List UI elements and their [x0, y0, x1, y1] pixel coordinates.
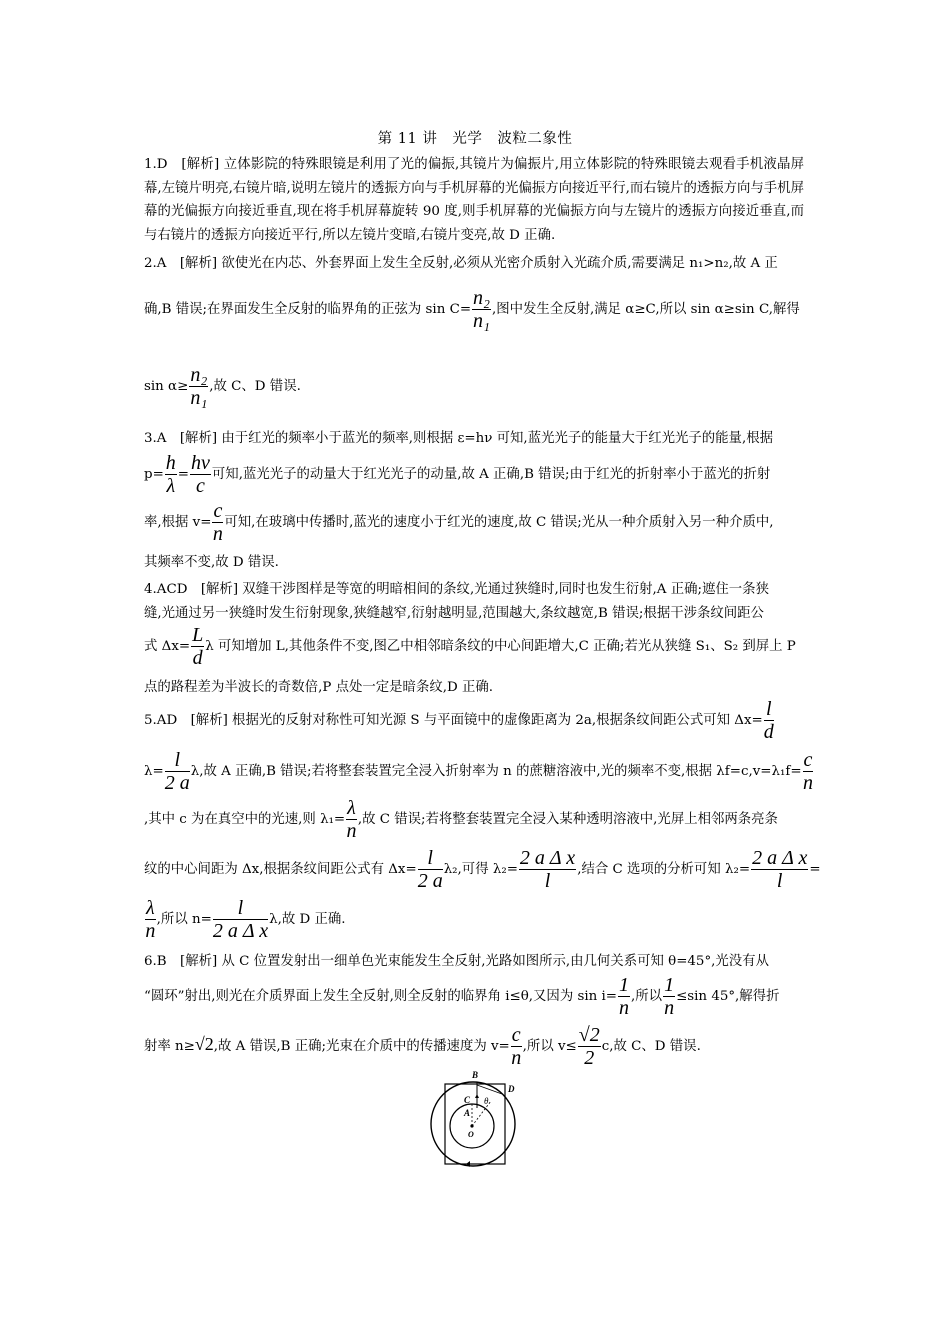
fraction-hv-c: $\frac{h\nu}{c}$ [191, 452, 210, 497]
label-B: B [472, 1070, 479, 1080]
optics-ring-diagram [428, 1068, 528, 1174]
answer-4-line-4: 点的路程差为半波长的奇数倍,P 点处一定是暗条纹,D 正确. [144, 680, 494, 695]
fraction-lambda-n: $\frac{\lambda}{n}$ [346, 797, 357, 842]
answer-5-line-3: ,其中 c 为在真空中的光速,则 λ₁= $\frac{\lambda}{n}$ ,故 C 错误;若将整套装置完全浸入某种透明溶液中,光屏上相邻两条亮条 [144, 797, 778, 842]
answer-2-line-2: 确,B 错误;在界面发生全反射的临界角的正弦为 sin C= $\frac{\text{n₂}}{\text{n₁}}$ ,图中发生全反射,满足 α≥C,所以 sin α≥sin C,解得 [144, 287, 800, 332]
fraction-n2-n1: $\frac{\text{n₂}}{\text{n₁}}$ [190, 364, 208, 409]
answer-3-line-1: 3.A [解析] 由于红光的频率小于蓝光的频率,则根据 ε=hν 可知,蓝光光子的能量大于红光光子的能量,根据 [144, 431, 773, 446]
answer-5-line-2: λ= $\frac{l}{2 a}$ λ,故 A 正确,B 错误;若将整套装置完全浸入折射率为 n 的蔗糖溶液中,光的频率不变,根据 λf=c,v=λ₁f= $\frac{c}{n}$ [144, 749, 813, 794]
fraction-c-n: $\frac{c}{n}$ [511, 1024, 522, 1069]
fraction-L-d: $\frac{L}{d}$ [192, 624, 204, 669]
answer-4-line-1: 4.ACD [解析] 双缝干涉图样是等宽的明暗相间的条纹,光通过狭缝时,同时也发生衍射,A 正确;遮住一条狭 [144, 582, 769, 597]
fraction-1-n: $\frac{1}{n}$ [619, 974, 630, 1019]
fraction-h-lambda: $\frac{h}{\lambda}$ [165, 452, 176, 497]
answer-2-line-3: sin α≥ $\frac{\text{n₂}}{\text{n₁}}$ ,故 C、D 错误. [144, 364, 301, 409]
answer-1: 1.D [解析] 立体影院的特殊眼镜是利用了光的偏振,其镜片为偏振片,用立体影院的特殊眼镜去观看手机液晶屏幕,左镜片明亮,右镜片暗,说明左镜片的透振方向与手机屏幕的光偏振方向接近平行,而右镜片的透振方向与手机屏幕的光偏振方向接近垂直,现在将手机屏幕旋转 90 度,则手机屏幕的光偏振方向与左镜片的透振方向接近垂直,而与右镜片的透振方向接近平行,所以左镜片变暗,右镜片变亮,故 D 正确. [144, 157, 804, 243]
fraction-n2-n1: $\frac{\text{n₂}}{\text{n₁}}$ [473, 287, 490, 332]
fraction-l-2a: $\frac{l}{2 a}$ [417, 847, 443, 892]
answer-4-line-2: 缝,光通过另一狭缝时发生衍射现象,狭缝越窄,衍射越明显,范围越大,条纹越宽,B 错误;根据干涉条纹间距公 [144, 606, 764, 621]
answer-3-line-4: 其频率不变,故 D 错误. [144, 555, 279, 570]
sqrt-two: √2 [194, 1034, 214, 1054]
fraction-lambda-n: $\frac{\lambda}{n}$ [145, 897, 156, 942]
answer-6-line-1: 6.B [解析] 从 C 位置发射出一细单色光束能发生全反射,光路如图所示,由几何关系可知 θ=45°,光没有从 [144, 954, 769, 969]
answer-5-line-4: 纹的中心间距为 Δx,根据条纹间距公式有 Δx= $\frac{l}{2 a}$ λ₂,可得 λ₂= $\frac{\text{2 a Δ x}}{l}$ ,结合 C 选项的分析可知 λ₂= $\frac{\text{2 a Δ x}}{l}$ = [144, 847, 821, 892]
fraction-l-2adx: $\frac{l}{\text{2 a Δ x}}$ [212, 897, 269, 942]
answer-5-line-1: 5.AD [解析] 根据光的反射对称性可知光源 S 与平面镜中的虚像距离为 2a,根据条纹间距公式可知 Δx= $\frac{l}{d}$ [144, 698, 774, 743]
fraction-l-2a: $\frac{l}{2 a}$ [164, 749, 190, 794]
page-title: 第 11 讲 光学 波粒二象性 [377, 131, 573, 147]
label-A: A [464, 1108, 471, 1118]
answer-3-line-3: 率,根据 v= $\frac{c}{n}$ 可知,在玻璃中传播时,蓝光的速度小于红光的速度,故 C 错误;光从一种介质射入另一种介质中, [144, 500, 774, 545]
label-D: D [508, 1084, 515, 1094]
answer-3-line-2: p= $\frac{h}{\lambda}$ = $\frac{h\nu}{c}$ 可知,蓝光光子的动量大于红光光子的动量,故 A 正确,B 错误;由于红光的折射率小于蓝光的折射 [144, 452, 771, 497]
fraction-c-n: $\frac{c}{n}$ [212, 500, 223, 545]
fraction-2adx-l: $\frac{\text{2 a Δ x}}{l}$ [519, 847, 576, 892]
answer-2-line-1: 2.A [解析] 欲使光在内芯、外套界面上发生全反射,必须从光密介质射入光疏介质,需要满足 n₁>n₂,故 A 正 [144, 256, 778, 271]
answer-5-line-5: $\frac{\lambda}{n}$ ,所以 n= $\frac{l}{\text{2 a Δ x}}$ λ,故 D 正确. [145, 897, 346, 942]
label-theta: θ [484, 1096, 489, 1106]
fraction-sqrt2-2: $\frac{√2}{2}$ [578, 1024, 600, 1069]
fraction-1-n: $\frac{1}{n}$ [664, 974, 675, 1019]
label-O: O [468, 1130, 474, 1139]
answer-4-line-3: 式 Δx= $\frac{L}{d}$ λ 可知增加 L,其他条件不变,图乙中相邻暗条纹的中心间距增大,C 正确;若光从狭缝 S₁、S₂ 到屏上 P [144, 624, 796, 669]
fraction-c-n: $\frac{c}{n}$ [802, 749, 813, 794]
fraction-2adx-l: $\frac{\text{2 a Δ x}}{l}$ [752, 847, 808, 892]
answer-6-line-2: “圆环”射出,则光在介质界面上发生全反射,则全反射的临界角 i≤θ,又因为 sin i= $\frac{1}{n}$ ,所以 $\frac{1}{n}$ ≤sin 45°,解得折 [144, 974, 780, 1019]
fraction-l-d: $\frac{l}{d}$ [763, 698, 774, 743]
answer-6-line-3: 射率 n≥√2,故 A 错误,B 正确;光束在介质中的传播速度为 v= $\frac{c}{n}$ ,所以 v≤ $\frac{√2}{2}$ c,故 C、D 错误. [144, 1024, 701, 1069]
label-C: C [464, 1095, 471, 1105]
